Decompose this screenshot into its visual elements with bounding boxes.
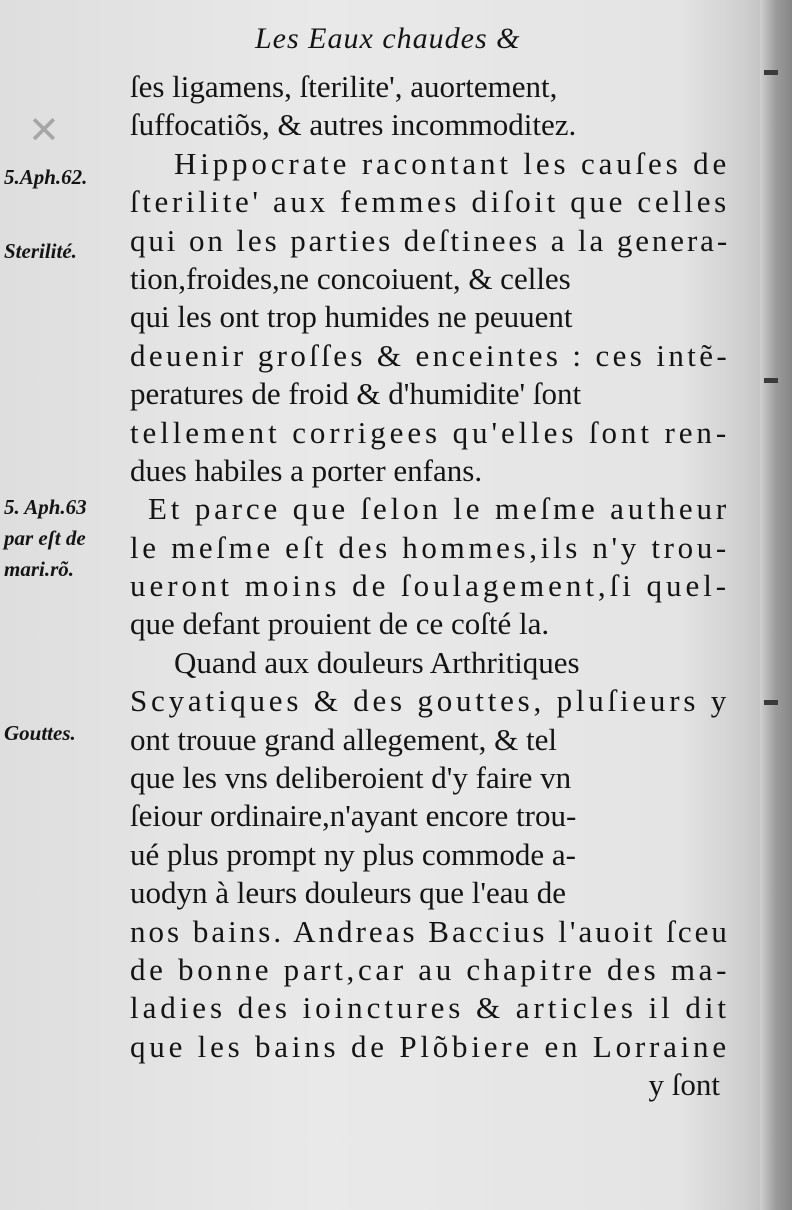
text-line: tion,froides,ne concoiuent, & celles [130, 260, 571, 296]
text-line: dues habiles a porter enfans. [130, 452, 483, 488]
text-line: ont trouue grand allegement, & tel [130, 721, 557, 757]
text-line: qui on les parties deſtinees a la genera- [130, 222, 731, 258]
text-line: Quand aux douleurs Arthritiques [174, 644, 580, 680]
text-line: ſeiour ordinaire,n'ayant encore trou- [130, 798, 577, 834]
pencil-cross-mark: ✕ [28, 108, 60, 152]
text-line: que les vns deliberoient d'y faire vn [130, 760, 572, 796]
text-line: ſuffocatiõs, & autres incommoditez. [130, 107, 577, 143]
text-line: deuenir groſſes & enceintes : ces intẽ- [130, 337, 731, 373]
running-header: Les Eaux chaudes & [255, 22, 521, 55]
text-line: ladies des ioinctures & articles il dit [130, 990, 730, 1026]
text-line: Scyatiques & des gouttes, pluſieurs y [130, 683, 731, 719]
margin-note-aphorism-63: 5. Aph.63 [4, 495, 87, 519]
text-line: ſterilite' aux femmes diſoit que celles [130, 184, 730, 220]
page-edge [792, 0, 800, 1210]
text-line: Hippocrate racontant les cauſes de [174, 145, 731, 181]
binding-mark [764, 70, 778, 75]
body-text [130, 68, 730, 1105]
margin-note-par-est-de: par eſt de [4, 526, 86, 550]
text-line: peratures de froid & d'humidite' ſont [130, 376, 582, 412]
margin-note-gouttes: Gouttes. [4, 721, 76, 745]
margin-note-aphorism-62: 5.Aph.62. [4, 165, 88, 189]
text-line: le meſme eſt des hommes,ils n'y trou- [130, 529, 730, 565]
margin-notes [0, 0, 130, 1210]
margin-note-mari-ro: mari.rõ. [4, 557, 75, 581]
text-line: nos bains. Andreas Baccius l'auoit ſceu [130, 913, 730, 949]
text-line: tellement corrigees qu'elles ſont ren- [130, 414, 731, 450]
text-line: de bonne part,car au chapitre des ma- [130, 951, 731, 987]
text-line: Et parce que ſelon le meſme autheur [148, 491, 730, 527]
text-line: qui les ont trop humides ne peuuent [130, 299, 573, 335]
text-line: ſes ligamens, ſterilite', auortement, [130, 69, 558, 104]
text-line: que les bains de Plõbiere en Lorraine [130, 1028, 730, 1064]
catchword: y ſont [648, 1067, 720, 1103]
margin-note-sterilite: Sterilité. [4, 239, 77, 263]
text-line: ueront moins de ſoulagement,ſi quel- [130, 568, 731, 604]
binding-mark [764, 378, 778, 383]
text-line: que defant prouient de ce coſté la. [130, 606, 550, 642]
binding-mark [764, 700, 778, 705]
text-line: ué plus prompt ny plus commode a- [130, 836, 576, 872]
text-line: uodyn à leurs douleurs que l'eau de [130, 875, 567, 911]
